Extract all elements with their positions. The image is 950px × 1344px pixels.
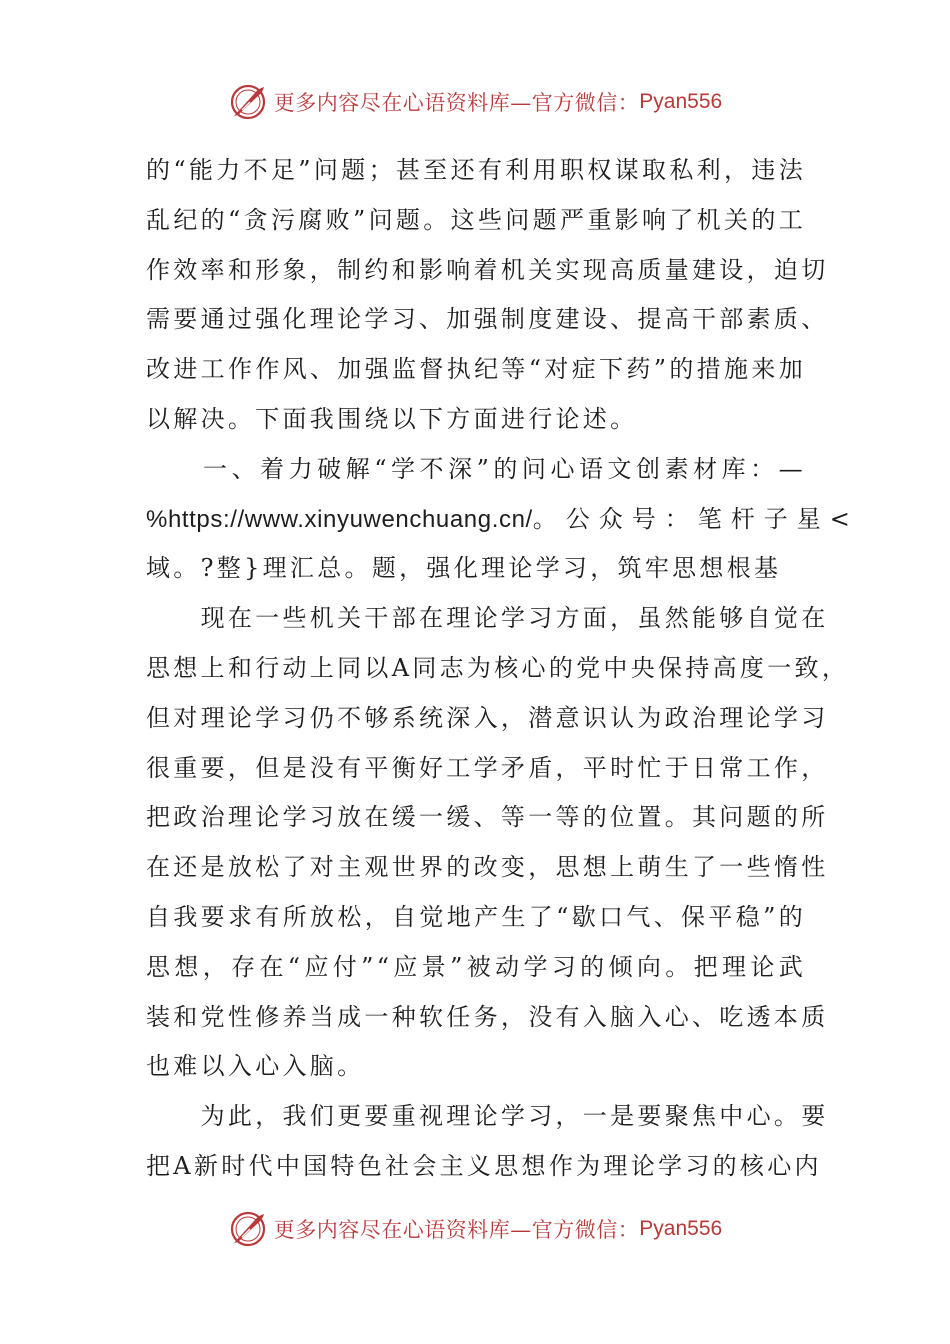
document-body (146, 146, 859, 1192)
text-line: 把政治理论学习放在缓一缓、等一等的位置。其问题的所 (146, 803, 829, 832)
text-line: 需要通过强化理论学习、加强制度建设、提高干部素质、 (146, 305, 829, 334)
text-line: 思想上和行动上同以A同志为核心的党中央保持高度一致， (146, 653, 850, 682)
text-line: 在还是放松了对主观世界的改变，思想上萌生了一些惰性 (146, 853, 829, 882)
section-heading-line: 域。?整}理汇总。题，强化理论学习，筑牢思想根基 (146, 554, 782, 583)
text-line: 现在一些机关干部在理论学习方面，虽然能够自觉在 (146, 604, 829, 633)
text-line: 改进工作作风、加强监督执纪等“对症下药”的措施来加 (146, 355, 806, 384)
footer-banner (0, 1207, 950, 1251)
url-line-suffix: 。公众号：笔杆子星< (532, 504, 859, 533)
text-line: 思想，存在“应付”“应景”被动学习的倾向。把理论武 (146, 952, 806, 981)
header-wechat-id: Pyan556 (639, 90, 723, 113)
text-line: 作效率和形象，制约和影响着机关实现高质量建设，迫切 (146, 255, 829, 284)
source-link[interactable]: %https://www.xinyuwenchuang.cn/ (146, 505, 533, 533)
text-line: 把A新时代中国特色社会主义思想作为理论学习的核心内 (146, 1151, 822, 1180)
text-line: 为此，我们更要重视理论学习，一是要聚焦中心。要 (146, 1102, 829, 1131)
text-line: 乱纪的“贪污腐败”问题。这些问题严重影响了机关的工 (146, 205, 806, 234)
footer-wechat-id: Pyan556 (639, 1217, 723, 1240)
header-banner-text: 更多内容尽在心语资料库—官方微信： (273, 91, 640, 115)
header-banner (0, 80, 950, 124)
text-line: 以解决。下面我围绕以下方面进行论述。 (146, 404, 638, 433)
section-heading-line: 一、着力破解“学不深”的问心语文创素材库：— (146, 454, 806, 483)
text-line: 自我要求有所放松，自觉地产生了“歇口气、保平稳”的 (146, 902, 806, 931)
quill-seal-icon (228, 1209, 268, 1249)
text-line: 但对理论学习仍不够系统深入，潜意识认为政治理论学习 (146, 703, 829, 732)
text-line: 的“能力不足”问题；甚至还有利用职权谋取私利，违法 (146, 156, 806, 184)
footer-banner-text: 更多内容尽在心语资料库—官方微信： (273, 1218, 640, 1242)
url-line (146, 495, 859, 545)
text-line: 也难以入心入脑。 (146, 1052, 365, 1081)
text-line: 很重要，但是没有平衡好工学矛盾，平时忙于日常工作， (146, 753, 829, 782)
quill-seal-icon (228, 82, 268, 122)
text-line: 装和党性修养当成一种软任务，没有入脑入心、吃透本质 (146, 1002, 829, 1031)
